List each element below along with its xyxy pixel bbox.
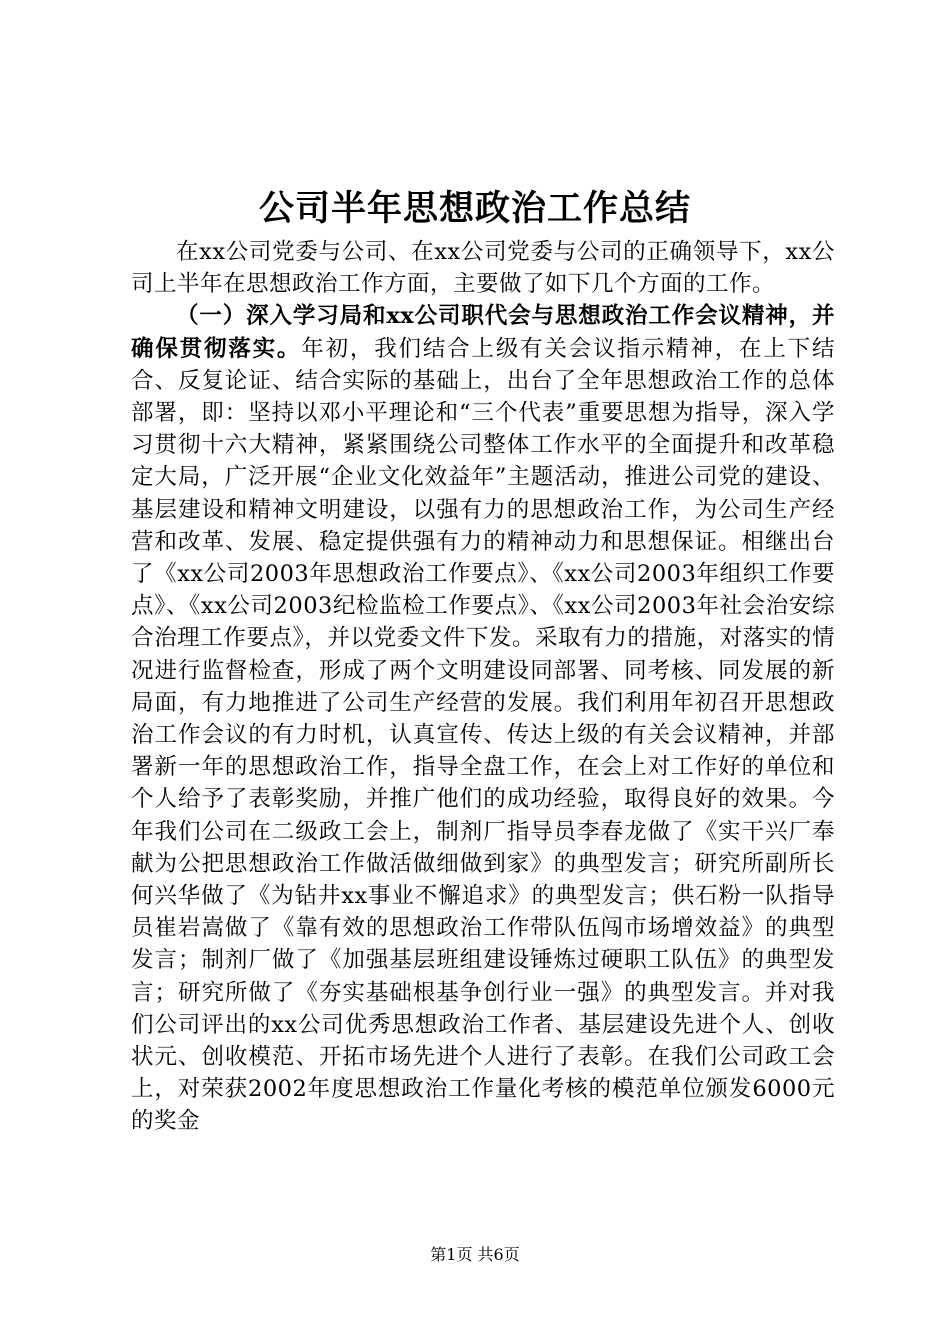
page-footer: 第1页 共6页 bbox=[430, 1245, 520, 1264]
document-body bbox=[131, 236, 835, 1138]
intro-paragraph: 在xx公司党委与公司、在xx公司党委与公司的正确领导下，xx公司上半年在思想政治工作方面，主要做了如下几个方面的工作。 bbox=[131, 239, 835, 298]
document-title: 公司半年思想政治工作总结 bbox=[258, 188, 691, 229]
section-1-heading: （一）深入学习局和xx公司职代会与思想政治工作会议精神，并确保贯彻落实。 bbox=[131, 303, 835, 362]
section-1-paragraph bbox=[131, 300, 835, 1137]
section-1-body: 年初，我们结合上级有关会议指示精神，在上下结合、反复论证、结合实际的基础上，出台了全年思想政治工作的总体部署，即：坚持以邓小平理论和“三个代表”重要思想为指导，深入学习贯彻十六大精神，紧紧围绕公司整体工作水平的全面提升和改革稳定大局，广泛开展“企业文化效益年”主题活动，推进公司党的建设、基层建设和精神文明建设，以强有力的思想政治工作，为公司生产经营和改革、发展、稳定提供强有力的精神动力和思想保证。相继出台了《xx公司2003年思想政治工作要点》、《xx公司2003年组织工作要点》、《xx公司2003纪检监检工作要点》、《xx公司2003年社会治安综合治理工作要点》，并以党委文件下发。采取有力的措施，对落实的情况进行监督检查，形成了两个文明建设同部署、同考核、同发展的新局面，有力地推进了公司生产经营的发展。我们利用年初召开思想政治工作会议的有力时机，认真宣传、传达上级的有关会议精神，并部署新一年的思想政治工作，指导全盘工作，在会上对工作好的单位和个人给予了表彰奖励，并推广他们的成功经验，取得良好的效果。今年我们公司在二级政工会上，制剂厂指导员李春龙做了《实干兴厂奉献为公把思想政治工作做活做细做到家》的典型发言；研究所副所长何兴华做了《为钻井xx事业不懈追求》的典型发言；供石粉一队指导员崔岩嵩做了《靠有效的思想政治工作带队伍闯市场增效益》的典型发言；制剂厂做了《加强基层班组建设锤炼过硬职工队伍》的典型发言；研究所做了《夯实基础根基争创行业一强》的典型发言。并对我们公司评出的xx公司优秀思想政治工作者、基层建设先进个人、创收状元、创收模范、开拓市场先进个人进行了表彰。在我们公司政工会上，对荣获2002年度思想政治工作量化考核的模范单位颁发6000元的奖金 bbox=[131, 335, 835, 1135]
